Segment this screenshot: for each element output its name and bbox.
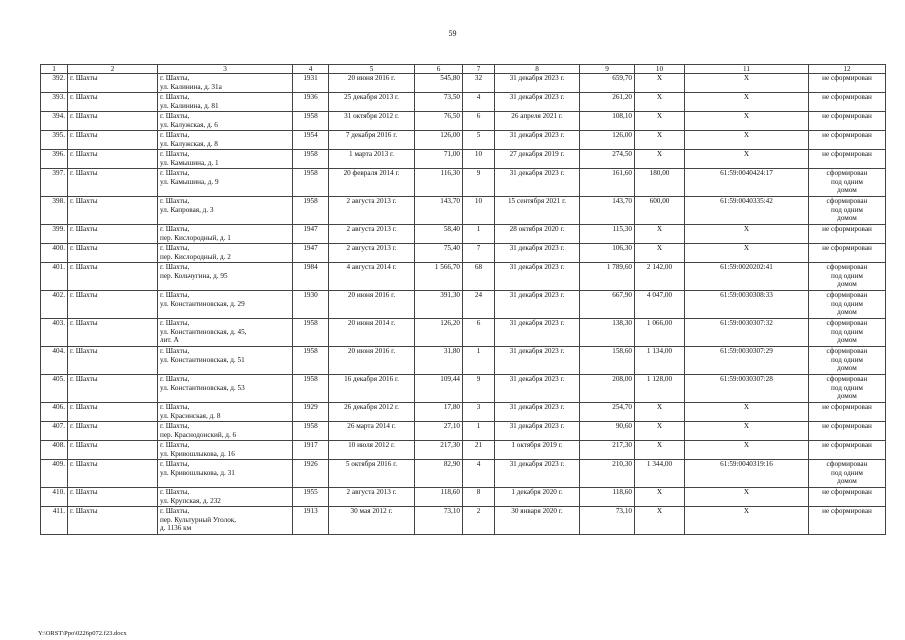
cadastral-number-cell: 61:59:0030307:32: [685, 319, 809, 347]
address-cell: г. Шахты, ул. Калужская, д. 8: [158, 131, 293, 150]
residents-cell: 21: [463, 441, 495, 460]
land-area-cell: 1 128,00: [635, 375, 685, 403]
row-number-cell: 400.: [41, 244, 68, 263]
table-row: [41, 460, 886, 488]
address-cell: г. Шахты, пер. Краснодонский, д. 6: [158, 422, 293, 441]
land-status-cell: сформирован под одним домом: [809, 169, 886, 197]
address-cell: г. Шахты, пер. Кислородный, д. 2: [158, 244, 293, 263]
recognition-date-cell: 20 февраля 2014 г.: [329, 169, 415, 197]
table-row: [41, 291, 886, 319]
land-status-cell: не сформирован: [809, 488, 886, 507]
area-cell: 31,80: [415, 347, 463, 375]
area-cell: 1 566,70: [415, 263, 463, 291]
municipality-cell: г. Шахты: [68, 112, 158, 131]
column-header: 7: [463, 65, 495, 74]
resettlement-deadline-cell: 31 декабря 2023 г.: [495, 169, 580, 197]
column-header: 8: [495, 65, 580, 74]
table-row: [41, 244, 886, 263]
row-number-cell: 395.: [41, 131, 68, 150]
municipality-cell: г. Шахты: [68, 319, 158, 347]
row-number-cell: 393.: [41, 93, 68, 112]
address-cell: г. Шахты, пер. Культурный Уголок, д. 1136 км: [158, 507, 293, 535]
year-built-cell: 1931: [293, 74, 329, 93]
cadastral-number-cell: X: [685, 93, 809, 112]
address-cell: г. Шахты, ул. Кривошлыкова, д. 16: [158, 441, 293, 460]
address-cell: г. Шахты, ул. Константиновская, д. 45, лит. А: [158, 319, 293, 347]
area-cell: 71,00: [415, 150, 463, 169]
cadastral-number-cell: 61:59:0030307:28: [685, 375, 809, 403]
resettlement-deadline-cell: 27 декабря 2019 г.: [495, 150, 580, 169]
table-row: [41, 74, 886, 93]
resettlement-deadline-cell: 31 декабря 2023 г.: [495, 422, 580, 441]
address-cell: г. Шахты, ул. Константиновская, д. 29: [158, 291, 293, 319]
total-area-cell: 274,50: [580, 150, 635, 169]
land-area-cell: 1 066,00: [635, 319, 685, 347]
address-cell: г. Шахты, ул. Калужская, д. 6: [158, 112, 293, 131]
land-area-cell: X: [635, 131, 685, 150]
table-row: [41, 507, 886, 535]
land-status-cell: сформирован под одним домом: [809, 375, 886, 403]
residents-cell: 2: [463, 507, 495, 535]
total-area-cell: 208,00: [580, 375, 635, 403]
row-number-cell: 409.: [41, 460, 68, 488]
resettlement-deadline-cell: 31 декабря 2023 г.: [495, 403, 580, 422]
area-cell: 82,90: [415, 460, 463, 488]
residents-cell: 9: [463, 375, 495, 403]
file-path-footer: Y:\ORST\Ppo\0226p072.f23.docx: [38, 630, 127, 637]
total-area-cell: 126,00: [580, 131, 635, 150]
row-number-cell: 411.: [41, 507, 68, 535]
recognition-date-cell: 20 июня 2014 г.: [329, 319, 415, 347]
residents-cell: 32: [463, 74, 495, 93]
recognition-date-cell: 2 августа 2013 г.: [329, 225, 415, 244]
municipality-cell: г. Шахты: [68, 488, 158, 507]
cadastral-number-cell: X: [685, 225, 809, 244]
recognition-date-cell: 20 июня 2016 г.: [329, 74, 415, 93]
land-area-cell: 600,00: [635, 197, 685, 225]
table-row: [41, 263, 886, 291]
resettlement-deadline-cell: 1 октября 2019 г.: [495, 441, 580, 460]
land-area-cell: X: [635, 507, 685, 535]
year-built-cell: 1958: [293, 150, 329, 169]
cadastral-number-cell: 61:59:0030308:33: [685, 291, 809, 319]
residents-cell: 3: [463, 403, 495, 422]
table-row: [41, 150, 886, 169]
table-row: [41, 403, 886, 422]
column-header: 11: [685, 65, 809, 74]
address-cell: г. Шахты, ул. Крупская, д. 232: [158, 488, 293, 507]
year-built-cell: 1984: [293, 263, 329, 291]
row-number-cell: 392.: [41, 74, 68, 93]
total-area-cell: 90,60: [580, 422, 635, 441]
resettlement-deadline-cell: 31 декабря 2023 г.: [495, 319, 580, 347]
municipality-cell: г. Шахты: [68, 74, 158, 93]
land-area-cell: 180,00: [635, 169, 685, 197]
land-area-cell: X: [635, 488, 685, 507]
cadastral-number-cell: X: [685, 112, 809, 131]
table-row: [41, 375, 886, 403]
cadastral-number-cell: X: [685, 403, 809, 422]
year-built-cell: 1936: [293, 93, 329, 112]
year-built-cell: 1958: [293, 347, 329, 375]
recognition-date-cell: 20 июня 2016 г.: [329, 291, 415, 319]
total-area-cell: 118,60: [580, 488, 635, 507]
cadastral-number-cell: X: [685, 507, 809, 535]
municipality-cell: г. Шахты: [68, 225, 158, 244]
land-area-cell: 1 344,00: [635, 460, 685, 488]
cadastral-number-cell: 61:59:0040335:42: [685, 197, 809, 225]
year-built-cell: 1913: [293, 507, 329, 535]
total-area-cell: 161,60: [580, 169, 635, 197]
column-header: 1: [41, 65, 68, 74]
row-number-cell: 406.: [41, 403, 68, 422]
land-status-cell: не сформирован: [809, 403, 886, 422]
resettlement-deadline-cell: 1 декабря 2020 г.: [495, 488, 580, 507]
resettlement-deadline-cell: 31 декабря 2023 г.: [495, 347, 580, 375]
resettlement-deadline-cell: 31 декабря 2023 г.: [495, 291, 580, 319]
land-status-cell: не сформирован: [809, 93, 886, 112]
address-cell: г. Шахты, ул. Кривошлыкова, д. 31: [158, 460, 293, 488]
cadastral-number-cell: 61:59:0040424:17: [685, 169, 809, 197]
recognition-date-cell: 30 мая 2012 г.: [329, 507, 415, 535]
municipality-cell: г. Шахты: [68, 150, 158, 169]
row-number-cell: 408.: [41, 441, 68, 460]
residents-cell: 9: [463, 169, 495, 197]
column-number-row: [41, 65, 886, 74]
land-status-cell: не сформирован: [809, 112, 886, 131]
address-cell: г. Шахты, ул. Калинина, д. 31а: [158, 74, 293, 93]
residents-cell: 4: [463, 460, 495, 488]
recognition-date-cell: 26 марта 2014 г.: [329, 422, 415, 441]
total-area-cell: 115,30: [580, 225, 635, 244]
resettlement-deadline-cell: 30 января 2020 г.: [495, 507, 580, 535]
cadastral-number-cell: 61:59:0020202:41: [685, 263, 809, 291]
year-built-cell: 1926: [293, 460, 329, 488]
total-area-cell: 659,70: [580, 74, 635, 93]
land-area-cell: 1 134,00: [635, 347, 685, 375]
resettlement-deadline-cell: 26 апреля 2021 г.: [495, 112, 580, 131]
land-status-cell: не сформирован: [809, 244, 886, 263]
land-status-cell: не сформирован: [809, 225, 886, 244]
residents-cell: 1: [463, 347, 495, 375]
area-cell: 76,50: [415, 112, 463, 131]
residents-cell: 1: [463, 422, 495, 441]
address-cell: г. Шахты, пер. Кислородный, д. 1: [158, 225, 293, 244]
table-row: [41, 347, 886, 375]
area-cell: 545,80: [415, 74, 463, 93]
cadastral-number-cell: X: [685, 244, 809, 263]
residents-cell: 4: [463, 93, 495, 112]
recognition-date-cell: 5 октября 2016 г.: [329, 460, 415, 488]
year-built-cell: 1958: [293, 169, 329, 197]
row-number-cell: 401.: [41, 263, 68, 291]
resettlement-deadline-cell: 31 декабря 2023 г.: [495, 263, 580, 291]
land-status-cell: сформирован под одним домом: [809, 291, 886, 319]
land-area-cell: X: [635, 74, 685, 93]
residents-cell: 6: [463, 319, 495, 347]
year-built-cell: 1917: [293, 441, 329, 460]
total-area-cell: 667,90: [580, 291, 635, 319]
table-row: [41, 225, 886, 244]
row-number-cell: 396.: [41, 150, 68, 169]
residents-cell: 7: [463, 244, 495, 263]
resettlement-deadline-cell: 31 декабря 2023 г.: [495, 131, 580, 150]
housing-register-table: [40, 64, 886, 535]
address-cell: г. Шахты, ул. Константиновская, д. 51: [158, 347, 293, 375]
row-number-cell: 397.: [41, 169, 68, 197]
total-area-cell: 210,30: [580, 460, 635, 488]
address-cell: г. Шахты, пер. Кольчугина, д. 95: [158, 263, 293, 291]
recognition-date-cell: 2 августа 2013 г.: [329, 244, 415, 263]
land-area-cell: X: [635, 441, 685, 460]
area-cell: 391,30: [415, 291, 463, 319]
total-area-cell: 261,20: [580, 93, 635, 112]
year-built-cell: 1955: [293, 488, 329, 507]
area-cell: 217,30: [415, 441, 463, 460]
area-cell: 126,00: [415, 131, 463, 150]
land-status-cell: не сформирован: [809, 507, 886, 535]
land-area-cell: X: [635, 422, 685, 441]
total-area-cell: 143,70: [580, 197, 635, 225]
recognition-date-cell: 25 декабря 2013 г.: [329, 93, 415, 112]
cadastral-number-cell: X: [685, 150, 809, 169]
table-row: [41, 488, 886, 507]
residents-cell: 10: [463, 150, 495, 169]
cadastral-number-cell: X: [685, 131, 809, 150]
land-status-cell: сформирован под одним домом: [809, 263, 886, 291]
column-header: 12: [809, 65, 886, 74]
land-status-cell: сформирован под одним домом: [809, 460, 886, 488]
municipality-cell: г. Шахты: [68, 131, 158, 150]
total-area-cell: 138,30: [580, 319, 635, 347]
residents-cell: 1: [463, 225, 495, 244]
total-area-cell: 73,10: [580, 507, 635, 535]
land-status-cell: сформирован под одним домом: [809, 197, 886, 225]
column-header: 9: [580, 65, 635, 74]
land-area-cell: 4 047,00: [635, 291, 685, 319]
year-built-cell: 1929: [293, 403, 329, 422]
municipality-cell: г. Шахты: [68, 291, 158, 319]
table-row: [41, 319, 886, 347]
column-header: 2: [68, 65, 158, 74]
area-cell: 27,10: [415, 422, 463, 441]
resettlement-deadline-cell: 31 декабря 2023 г.: [495, 93, 580, 112]
table-row: [41, 422, 886, 441]
address-cell: г. Шахты, ул. Калинина, д. 81: [158, 93, 293, 112]
recognition-date-cell: 16 декабря 2016 г.: [329, 375, 415, 403]
address-cell: г. Шахты, ул. Камышина, д. 1: [158, 150, 293, 169]
total-area-cell: 108,10: [580, 112, 635, 131]
recognition-date-cell: 20 июня 2016 г.: [329, 347, 415, 375]
column-header: 10: [635, 65, 685, 74]
residents-cell: 6: [463, 112, 495, 131]
land-status-cell: сформирован под одним домом: [809, 347, 886, 375]
cadastral-number-cell: X: [685, 422, 809, 441]
table-row: [41, 93, 886, 112]
land-area-cell: X: [635, 112, 685, 131]
land-area-cell: X: [635, 244, 685, 263]
recognition-date-cell: 7 декабря 2016 г.: [329, 131, 415, 150]
municipality-cell: г. Шахты: [68, 263, 158, 291]
year-built-cell: 1958: [293, 422, 329, 441]
table-row: [41, 169, 886, 197]
recognition-date-cell: 4 августа 2014 г.: [329, 263, 415, 291]
total-area-cell: 106,30: [580, 244, 635, 263]
row-number-cell: 410.: [41, 488, 68, 507]
cadastral-number-cell: X: [685, 441, 809, 460]
land-area-cell: X: [635, 225, 685, 244]
recognition-date-cell: 31 октября 2012 г.: [329, 112, 415, 131]
land-status-cell: не сформирован: [809, 131, 886, 150]
year-built-cell: 1947: [293, 244, 329, 263]
cadastral-number-cell: 61:59:0040319:16: [685, 460, 809, 488]
row-number-cell: 403.: [41, 319, 68, 347]
row-number-cell: 405.: [41, 375, 68, 403]
total-area-cell: 217,30: [580, 441, 635, 460]
row-number-cell: 404.: [41, 347, 68, 375]
cadastral-number-cell: X: [685, 488, 809, 507]
municipality-cell: г. Шахты: [68, 422, 158, 441]
page-number: 59: [448, 29, 457, 38]
municipality-cell: г. Шахты: [68, 347, 158, 375]
cadastral-number-cell: 61:59:0030307:29: [685, 347, 809, 375]
resettlement-deadline-cell: 31 декабря 2023 г.: [495, 460, 580, 488]
municipality-cell: г. Шахты: [68, 507, 158, 535]
residents-cell: 10: [463, 197, 495, 225]
land-area-cell: 2 142,00: [635, 263, 685, 291]
recognition-date-cell: 2 августа 2013 г.: [329, 488, 415, 507]
municipality-cell: г. Шахты: [68, 93, 158, 112]
cadastral-number-cell: X: [685, 74, 809, 93]
year-built-cell: 1954: [293, 131, 329, 150]
area-cell: 73,10: [415, 507, 463, 535]
resettlement-deadline-cell: 31 декабря 2023 г.: [495, 375, 580, 403]
municipality-cell: г. Шахты: [68, 244, 158, 263]
municipality-cell: г. Шахты: [68, 403, 158, 422]
land-status-cell: не сформирован: [809, 441, 886, 460]
residents-cell: 24: [463, 291, 495, 319]
row-number-cell: 407.: [41, 422, 68, 441]
row-number-cell: 398.: [41, 197, 68, 225]
column-header: 6: [415, 65, 463, 74]
area-cell: 126,20: [415, 319, 463, 347]
row-number-cell: 399.: [41, 225, 68, 244]
area-cell: 116,30: [415, 169, 463, 197]
total-area-cell: 1 789,60: [580, 263, 635, 291]
recognition-date-cell: 26 декабря 2012 г.: [329, 403, 415, 422]
land-area-cell: X: [635, 403, 685, 422]
area-cell: 75,40: [415, 244, 463, 263]
resettlement-deadline-cell: 15 сентября 2021 г.: [495, 197, 580, 225]
year-built-cell: 1947: [293, 225, 329, 244]
table-row: [41, 131, 886, 150]
year-built-cell: 1958: [293, 375, 329, 403]
recognition-date-cell: 1 марта 2013 г.: [329, 150, 415, 169]
year-built-cell: 1930: [293, 291, 329, 319]
resettlement-deadline-cell: 28 октября 2020 г.: [495, 225, 580, 244]
year-built-cell: 1958: [293, 112, 329, 131]
resettlement-deadline-cell: 31 декабря 2023 г.: [495, 244, 580, 263]
year-built-cell: 1958: [293, 319, 329, 347]
municipality-cell: г. Шахты: [68, 375, 158, 403]
residents-cell: 68: [463, 263, 495, 291]
area-cell: 17,80: [415, 403, 463, 422]
total-area-cell: 254,70: [580, 403, 635, 422]
area-cell: 58,40: [415, 225, 463, 244]
land-status-cell: не сформирован: [809, 150, 886, 169]
municipality-cell: г. Шахты: [68, 197, 158, 225]
column-header: 4: [293, 65, 329, 74]
area-cell: 118,60: [415, 488, 463, 507]
address-cell: г. Шахты, ул. Красинская, д. 8: [158, 403, 293, 422]
residents-cell: 5: [463, 131, 495, 150]
column-header: 5: [329, 65, 415, 74]
table-row: [41, 197, 886, 225]
municipality-cell: г. Шахты: [68, 169, 158, 197]
year-built-cell: 1958: [293, 197, 329, 225]
recognition-date-cell: 2 августа 2013 г.: [329, 197, 415, 225]
row-number-cell: 394.: [41, 112, 68, 131]
recognition-date-cell: 10 июля 2012 г.: [329, 441, 415, 460]
area-cell: 109,44: [415, 375, 463, 403]
address-cell: г. Шахты, ул. Капровая, д. 3: [158, 197, 293, 225]
land-status-cell: не сформирован: [809, 422, 886, 441]
residents-cell: 8: [463, 488, 495, 507]
area-cell: 73,50: [415, 93, 463, 112]
land-area-cell: X: [635, 150, 685, 169]
land-status-cell: не сформирован: [809, 74, 886, 93]
municipality-cell: г. Шахты: [68, 460, 158, 488]
table-row: [41, 441, 886, 460]
land-area-cell: X: [635, 93, 685, 112]
land-status-cell: сформирован под одним домом: [809, 319, 886, 347]
row-number-cell: 402.: [41, 291, 68, 319]
total-area-cell: 158,60: [580, 347, 635, 375]
address-cell: г. Шахты, ул. Камышина, д. 9: [158, 169, 293, 197]
area-cell: 143,70: [415, 197, 463, 225]
resettlement-deadline-cell: 31 декабря 2023 г.: [495, 74, 580, 93]
municipality-cell: г. Шахты: [68, 441, 158, 460]
column-header: 3: [158, 65, 293, 74]
table-row: [41, 112, 886, 131]
address-cell: г. Шахты, ул. Константиновская, д. 53: [158, 375, 293, 403]
